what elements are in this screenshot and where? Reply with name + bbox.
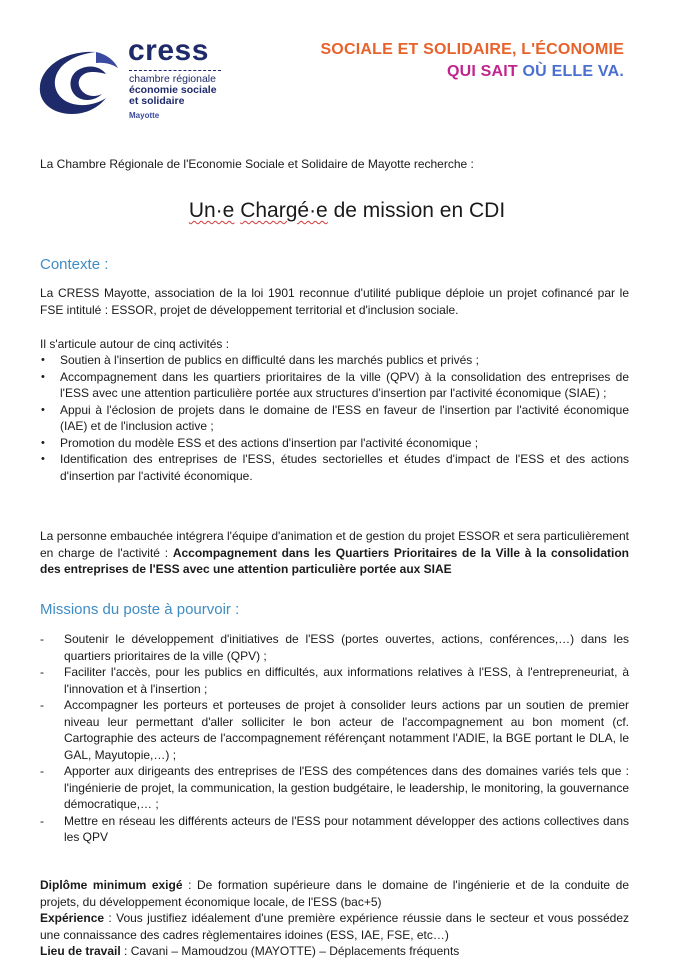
list-item: • Soutien à l'insertion de publics en difficulté dans les marchés publics et privés ; [40,352,629,369]
contexte-heading: Contexte : [40,256,109,273]
experience-label: Expérience [40,911,105,925]
list-item: - Mettre en réseau les différents acteurs de l'ESS pour notamment développer des actions collectives dans les QPV [40,813,629,846]
experience-line [40,910,629,943]
list-item: • Accompagnement dans les quartiers prioritaires de la ville (QPV) à la consolidation des entreprises de l'ESS avec une attention particulière portée aux structures d'insertion par l'activité économique (SIAE) ; [40,369,629,402]
diplome-text: : De formation supérieure dans le domaine de l'ingénierie et de la conduite de projets, du développement économique locale, de l'ESS (bac+5) [40,878,629,909]
list-item: - Accompagner les porteurs et porteuses de projet à consolider leurs actions par un soutien de premier niveau leur permettant d'aller solliciter le bon acteur de l'accompagnement au bon moment (cf. Cartographie des acteurs de l'accompagnement référençant notamment l'ADIE, la BGE portant le DLA, le GAL, Mayutopie,…) ; [40,697,629,763]
title-part-2: Chargé·e [240,199,328,222]
list-item: - Faciliter l'accès, pour les publics en difficultés, aux informations relatives à l'ESS, à l'entrepreneuriat, à l'innovation et à l'insertion ; [40,664,629,697]
logo-line-1: chambre régionale [129,73,216,85]
cress-logo-mark-icon [36,44,126,118]
cress-logo [36,34,236,122]
title-part-3: de mission en CDI [333,199,506,222]
list-item: • Identification des entreprises de l'ESS, études sectorielles et études d'impact de l'ESS et des actions d'insertion par l'activité économique. [40,451,629,484]
experience-text: : Vous justifiez idéalement d'une première expérience réussie dans le secteur et vous possédez une connaissance des cadres règlementaires idoines (ESS, IAE, FSE, etc…) [40,911,629,942]
lieu-label: Lieu de travail [40,944,121,958]
logo-divider [129,70,221,71]
title-part-1: Un·e [188,199,235,222]
logo-region: Mayotte [129,111,160,120]
role-paragraph [40,528,629,578]
role-text: La personne embauchée intégrera l'équipe d'animation et de gestion du projet ESSOR et sera particulièrement en charge de l'activité : [40,529,629,560]
tagline-line-2a: QUI SAIT [446,63,518,80]
tagline-line-1: SOCIALE ET SOLIDAIRE, L'ÉCONOMIE [320,41,624,58]
requirements-block [40,877,629,960]
contexte-paragraph: La CRESS Mayotte, association de la loi 1901 reconnue d'utilité publique déploie un projet cofinancé par le FSE intitulé : ESSOR, projet de développement territorial et d'inclusion sociale. [40,286,629,317]
missions-heading: Missions du poste à pourvoir : [40,601,240,618]
activities-list [40,352,629,484]
logo-line-2: économie sociale [129,84,217,96]
role-bold: Accompagnement dans les Quartiers Prioritaires de la Ville à la consolidation des entreprises de l'ESS avec une attention particulière portée aux SIAE [40,545,629,576]
list-item: - Soutenir le développement d'initiatives de l'ESS (portes ouvertes, actions, conférences,…) dans les quartiers prioritaires de la ville (QPV) ; [40,631,629,664]
list-item: - Apporter aux dirigeants des entreprises de l'ESS des compétences dans des domaines variés tels que : l'ingénierie de projet, la communication, la gestion budgétaire, le leadership, le monitoring, la gouvernance démocratique,… ; [40,763,629,813]
missions-list [40,631,629,846]
lieu-text: : Cavani – Mamoudzou (MAYOTTE) – Déplacements fréquents [120,944,460,958]
tagline [320,39,624,83]
activities-intro: Il s'articule autour de cinq activités : [40,337,230,351]
list-item: • Promotion du modèle ESS et des actions d'insertion par l'activité économique ; [40,435,629,452]
intro-text: La Chambre Régionale de l'Economie Sociale et Solidaire de Mayotte recherche : [40,157,474,171]
tagline-line-2 [320,61,624,83]
list-item: • Appui à l'éclosion de projets dans le domaine de l'ESS en faveur de l'insertion par l'activité économique (IAE) et de l'inclusion active ; [40,402,629,435]
logo-line-3: et solidaire [129,95,185,107]
diplome-line [40,877,629,910]
diplome-label: Diplôme minimum exigé [40,878,183,892]
lieu-line [40,943,629,960]
tagline-line-2b: OÙ ELLE VA. [522,63,624,80]
page-title [0,199,694,223]
logo-wordmark: cress [128,34,209,67]
